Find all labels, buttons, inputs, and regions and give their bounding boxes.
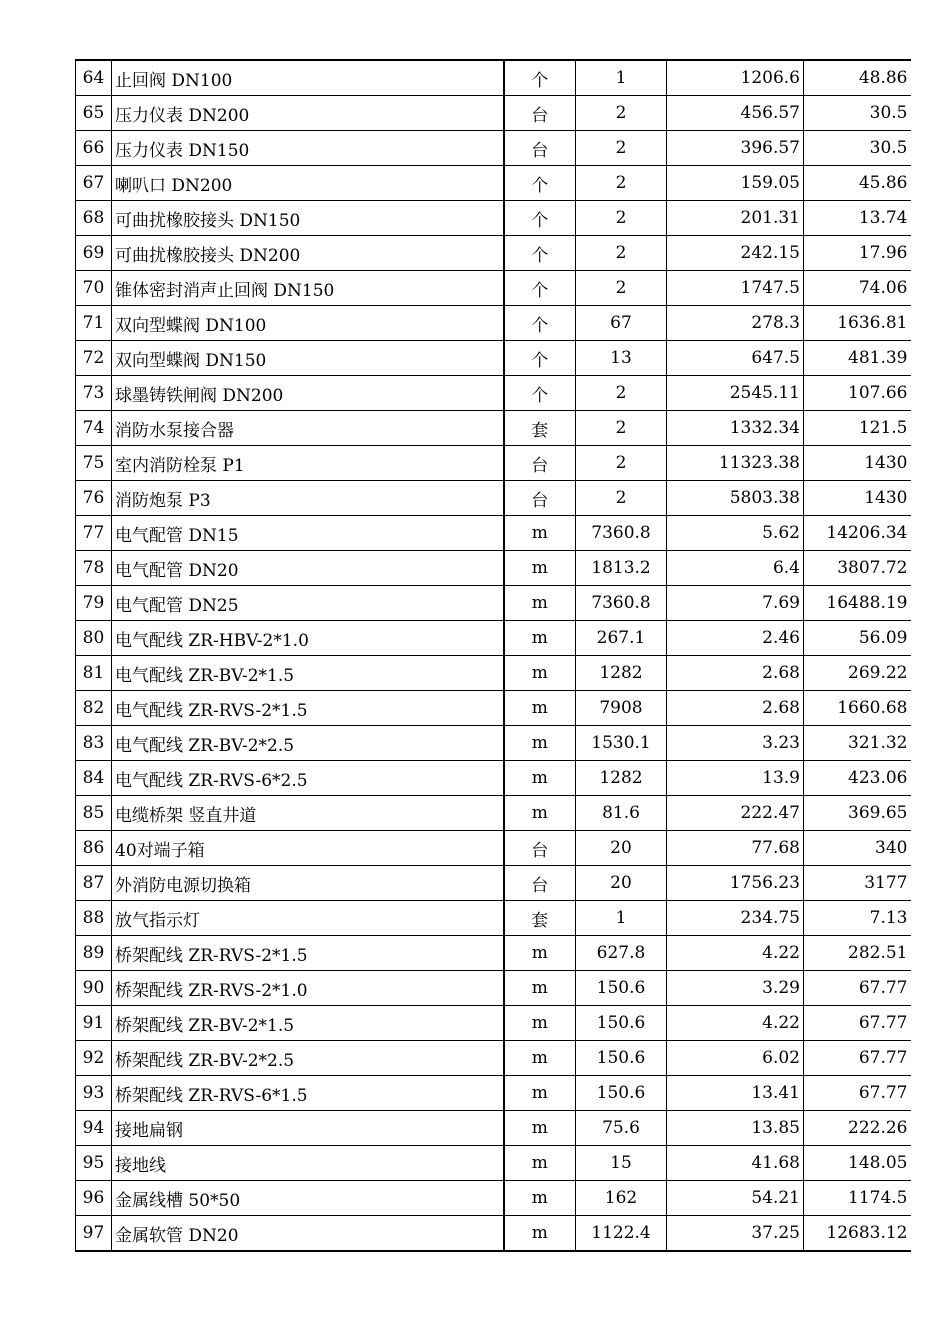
table-row	[76, 60, 911, 96]
quantity-cell: 13	[576, 341, 667, 376]
table-row	[76, 236, 911, 271]
row-number-cell: 76	[76, 481, 112, 516]
amount-cell: 56.09	[804, 621, 911, 656]
unit-price-cell: 37.25	[667, 1216, 804, 1252]
amount-cell: 17.96	[804, 236, 911, 271]
row-number-cell: 97	[76, 1216, 112, 1252]
item-name-cell: 可曲扰橡胶接头 DN150	[112, 201, 504, 236]
amount-cell: 13.74	[804, 201, 911, 236]
row-number-cell: 69	[76, 236, 112, 271]
quantity-cell: 2	[576, 271, 667, 306]
table-row	[76, 166, 911, 201]
row-number-cell: 82	[76, 691, 112, 726]
quantity-cell: 1122.4	[576, 1216, 667, 1252]
row-number-cell: 96	[76, 1181, 112, 1216]
amount-cell: 340	[804, 831, 911, 866]
amount-cell: 67.77	[804, 1076, 911, 1111]
unit-price-cell: 222.47	[667, 796, 804, 831]
row-number-cell: 79	[76, 586, 112, 621]
row-number-cell: 64	[76, 60, 112, 96]
table-row	[76, 271, 911, 306]
quantity-cell: 2	[576, 411, 667, 446]
amount-cell: 16488.19	[804, 586, 911, 621]
row-number-cell: 88	[76, 901, 112, 936]
row-number-cell: 74	[76, 411, 112, 446]
table-row	[76, 726, 911, 761]
amount-cell: 1430	[804, 446, 911, 481]
unit-price-cell: 2.46	[667, 621, 804, 656]
table-row	[76, 1111, 911, 1146]
item-name-cell: 室内消防栓泵 P1	[112, 446, 504, 481]
table-row	[76, 936, 911, 971]
item-name-cell: 外消防电源切换箱	[112, 866, 504, 901]
table-row	[76, 481, 911, 516]
item-name-cell: 桥架配线 ZR-BV-2*1.5	[112, 1006, 504, 1041]
unit-price-cell: 3.23	[667, 726, 804, 761]
unit-cell: m	[504, 1076, 576, 1111]
amount-cell: 30.5	[804, 96, 911, 131]
item-name-cell: 电气配管 DN25	[112, 586, 504, 621]
unit-price-cell: 6.4	[667, 551, 804, 586]
row-number-cell: 83	[76, 726, 112, 761]
row-number-cell: 89	[76, 936, 112, 971]
table-row	[76, 446, 911, 481]
row-number-cell: 93	[76, 1076, 112, 1111]
amount-cell: 282.51	[804, 936, 911, 971]
table-row	[76, 1181, 911, 1216]
table-row	[76, 516, 911, 551]
unit-price-cell: 1747.5	[667, 271, 804, 306]
unit-cell: 个	[504, 271, 576, 306]
quantity-cell: 1282	[576, 761, 667, 796]
unit-cell: m	[504, 1111, 576, 1146]
row-number-cell: 78	[76, 551, 112, 586]
unit-cell: m	[504, 761, 576, 796]
table-row	[76, 376, 911, 411]
quantity-cell: 627.8	[576, 936, 667, 971]
quantity-cell: 20	[576, 866, 667, 901]
row-number-cell: 75	[76, 446, 112, 481]
unit-price-cell: 11323.38	[667, 446, 804, 481]
unit-price-cell: 278.3	[667, 306, 804, 341]
unit-cell: m	[504, 1181, 576, 1216]
item-name-cell: 接地线	[112, 1146, 504, 1181]
unit-price-cell: 2545.11	[667, 376, 804, 411]
unit-cell: m	[504, 586, 576, 621]
unit-cell: 个	[504, 236, 576, 271]
quantity-cell: 1	[576, 901, 667, 936]
unit-price-cell: 456.57	[667, 96, 804, 131]
item-name-cell: 电气配线 ZR-RVS-2*1.5	[112, 691, 504, 726]
row-number-cell: 84	[76, 761, 112, 796]
table-row	[76, 201, 911, 236]
amount-cell: 269.22	[804, 656, 911, 691]
unit-price-cell: 2.68	[667, 656, 804, 691]
quantity-cell: 150.6	[576, 1041, 667, 1076]
quantity-cell: 2	[576, 446, 667, 481]
item-name-cell: 电气配线 ZR-HBV-2*1.0	[112, 621, 504, 656]
unit-cell: 台	[504, 831, 576, 866]
row-number-cell: 91	[76, 1006, 112, 1041]
amount-cell: 67.77	[804, 971, 911, 1006]
unit-price-cell: 4.22	[667, 1006, 804, 1041]
item-name-cell: 电气配线 ZR-RVS-6*2.5	[112, 761, 504, 796]
amount-cell: 3807.72	[804, 551, 911, 586]
quantity-cell: 1282	[576, 656, 667, 691]
item-name-cell: 双向型蝶阀 DN150	[112, 341, 504, 376]
table-row	[76, 901, 911, 936]
item-name-cell: 40对端子箱	[112, 831, 504, 866]
quantity-cell: 2	[576, 166, 667, 201]
unit-cell: 套	[504, 901, 576, 936]
table-row	[76, 96, 911, 131]
item-name-cell: 电气配线 ZR-BV-2*2.5	[112, 726, 504, 761]
quantity-cell: 2	[576, 236, 667, 271]
quantity-cell: 20	[576, 831, 667, 866]
amount-cell: 423.06	[804, 761, 911, 796]
quantity-cell: 81.6	[576, 796, 667, 831]
row-number-cell: 80	[76, 621, 112, 656]
table-row	[76, 656, 911, 691]
quantity-cell: 2	[576, 376, 667, 411]
amount-cell: 148.05	[804, 1146, 911, 1181]
amount-cell: 3177	[804, 866, 911, 901]
table-row	[76, 1041, 911, 1076]
item-name-cell: 球墨铸铁闸阀 DN200	[112, 376, 504, 411]
unit-cell: 个	[504, 306, 576, 341]
unit-cell: m	[504, 1006, 576, 1041]
unit-cell: 个	[504, 166, 576, 201]
unit-cell: m	[504, 551, 576, 586]
amount-cell: 481.39	[804, 341, 911, 376]
table-row	[76, 971, 911, 1006]
item-name-cell: 桥架配线 ZR-RVS-6*1.5	[112, 1076, 504, 1111]
table-row	[76, 551, 911, 586]
amount-cell: 107.66	[804, 376, 911, 411]
unit-cell: 台	[504, 446, 576, 481]
amount-cell: 1430	[804, 481, 911, 516]
amount-cell: 7.13	[804, 901, 911, 936]
row-number-cell: 86	[76, 831, 112, 866]
unit-cell: m	[504, 656, 576, 691]
quantity-cell: 2	[576, 481, 667, 516]
unit-price-cell: 647.5	[667, 341, 804, 376]
item-name-cell: 消防炮泵 P3	[112, 481, 504, 516]
item-name-cell: 消防水泵接合器	[112, 411, 504, 446]
row-number-cell: 73	[76, 376, 112, 411]
row-number-cell: 70	[76, 271, 112, 306]
table-row	[76, 796, 911, 831]
unit-price-cell: 3.29	[667, 971, 804, 1006]
row-number-cell: 67	[76, 166, 112, 201]
table-row	[76, 761, 911, 796]
unit-price-cell: 77.68	[667, 831, 804, 866]
item-name-cell: 电气配管 DN15	[112, 516, 504, 551]
quantity-cell: 267.1	[576, 621, 667, 656]
amount-cell: 1636.81	[804, 306, 911, 341]
unit-price-cell: 396.57	[667, 131, 804, 166]
quantity-cell: 2	[576, 131, 667, 166]
quantity-cell: 150.6	[576, 1076, 667, 1111]
item-name-cell: 双向型蝶阀 DN100	[112, 306, 504, 341]
unit-cell: 个	[504, 341, 576, 376]
quantity-cell: 150.6	[576, 1006, 667, 1041]
unit-price-cell: 2.68	[667, 691, 804, 726]
unit-cell: m	[504, 796, 576, 831]
item-name-cell: 桥架配线 ZR-BV-2*2.5	[112, 1041, 504, 1076]
quantity-cell: 1	[576, 60, 667, 96]
unit-price-cell: 201.31	[667, 201, 804, 236]
amount-cell: 30.5	[804, 131, 911, 166]
unit-cell: m	[504, 1216, 576, 1252]
unit-cell: 台	[504, 131, 576, 166]
row-number-cell: 65	[76, 96, 112, 131]
table-row	[76, 831, 911, 866]
amount-cell: 45.86	[804, 166, 911, 201]
table-row	[76, 691, 911, 726]
unit-cell: m	[504, 726, 576, 761]
unit-cell: m	[504, 691, 576, 726]
unit-cell: 个	[504, 201, 576, 236]
unit-cell: 台	[504, 96, 576, 131]
amount-cell: 222.26	[804, 1111, 911, 1146]
item-name-cell: 压力仪表 DN150	[112, 131, 504, 166]
quantity-cell: 7360.8	[576, 586, 667, 621]
amount-cell: 321.32	[804, 726, 911, 761]
item-name-cell: 电气配管 DN20	[112, 551, 504, 586]
table-row	[76, 1216, 911, 1252]
unit-cell: 个	[504, 376, 576, 411]
amount-cell: 369.65	[804, 796, 911, 831]
row-number-cell: 90	[76, 971, 112, 1006]
unit-price-cell: 1332.34	[667, 411, 804, 446]
row-number-cell: 85	[76, 796, 112, 831]
item-name-cell: 桥架配线 ZR-RVS-2*1.0	[112, 971, 504, 1006]
table-row	[76, 1076, 911, 1111]
table-row	[76, 866, 911, 901]
unit-cell: m	[504, 621, 576, 656]
item-name-cell: 压力仪表 DN200	[112, 96, 504, 131]
row-number-cell: 66	[76, 131, 112, 166]
row-number-cell: 71	[76, 306, 112, 341]
quantity-cell: 7908	[576, 691, 667, 726]
table-row	[76, 621, 911, 656]
quantity-cell: 15	[576, 1146, 667, 1181]
unit-price-cell: 159.05	[667, 166, 804, 201]
unit-cell: 个	[504, 60, 576, 96]
unit-cell: 台	[504, 866, 576, 901]
item-name-cell: 金属软管 DN20	[112, 1216, 504, 1252]
row-number-cell: 87	[76, 866, 112, 901]
unit-price-cell: 13.9	[667, 761, 804, 796]
quantity-cell: 7360.8	[576, 516, 667, 551]
amount-cell: 12683.12	[804, 1216, 911, 1252]
item-name-cell: 电缆桥架 竖直井道	[112, 796, 504, 831]
unit-cell: m	[504, 971, 576, 1006]
row-number-cell: 94	[76, 1111, 112, 1146]
item-name-cell: 接地扁钢	[112, 1111, 504, 1146]
row-number-cell: 77	[76, 516, 112, 551]
unit-price-cell: 13.85	[667, 1111, 804, 1146]
unit-cell: 套	[504, 411, 576, 446]
unit-cell: m	[504, 936, 576, 971]
unit-price-cell: 4.22	[667, 936, 804, 971]
row-number-cell: 68	[76, 201, 112, 236]
quantity-cell: 67	[576, 306, 667, 341]
item-name-cell: 桥架配线 ZR-RVS-2*1.5	[112, 936, 504, 971]
amount-cell: 121.5	[804, 411, 911, 446]
quantity-cell: 1813.2	[576, 551, 667, 586]
item-name-cell: 放气指示灯	[112, 901, 504, 936]
item-name-cell: 锥体密封消声止回阀 DN150	[112, 271, 504, 306]
amount-cell: 67.77	[804, 1006, 911, 1041]
item-name-cell: 金属线槽 50*50	[112, 1181, 504, 1216]
materials-table	[75, 59, 911, 1252]
unit-cell: m	[504, 516, 576, 551]
unit-price-cell: 234.75	[667, 901, 804, 936]
table-row	[76, 131, 911, 166]
row-number-cell: 81	[76, 656, 112, 691]
quantity-cell: 162	[576, 1181, 667, 1216]
amount-cell: 1660.68	[804, 691, 911, 726]
table-row	[76, 306, 911, 341]
amount-cell: 1174.5	[804, 1181, 911, 1216]
unit-cell: m	[504, 1146, 576, 1181]
unit-price-cell: 242.15	[667, 236, 804, 271]
row-number-cell: 72	[76, 341, 112, 376]
row-number-cell: 95	[76, 1146, 112, 1181]
table-row	[76, 341, 911, 376]
item-name-cell: 喇叭口 DN200	[112, 166, 504, 201]
amount-cell: 14206.34	[804, 516, 911, 551]
amount-cell: 67.77	[804, 1041, 911, 1076]
item-name-cell: 可曲扰橡胶接头 DN200	[112, 236, 504, 271]
quantity-cell: 150.6	[576, 971, 667, 1006]
item-name-cell: 止回阀 DN100	[112, 60, 504, 96]
table-row	[76, 1146, 911, 1181]
unit-price-cell: 1206.6	[667, 60, 804, 96]
unit-price-cell: 6.02	[667, 1041, 804, 1076]
unit-cell: 台	[504, 481, 576, 516]
amount-cell: 48.86	[804, 60, 911, 96]
quantity-cell: 75.6	[576, 1111, 667, 1146]
table-row	[76, 1006, 911, 1041]
table-row	[76, 411, 911, 446]
unit-cell: m	[504, 1041, 576, 1076]
quantity-cell: 1530.1	[576, 726, 667, 761]
unit-price-cell: 5.62	[667, 516, 804, 551]
unit-price-cell: 41.68	[667, 1146, 804, 1181]
quantity-cell: 2	[576, 201, 667, 236]
quantity-cell: 2	[576, 96, 667, 131]
unit-price-cell: 54.21	[667, 1181, 804, 1216]
materials-table-body	[76, 60, 911, 1251]
item-name-cell: 电气配线 ZR-BV-2*1.5	[112, 656, 504, 691]
row-number-cell: 92	[76, 1041, 112, 1076]
unit-price-cell: 7.69	[667, 586, 804, 621]
amount-cell: 74.06	[804, 271, 911, 306]
unit-price-cell: 13.41	[667, 1076, 804, 1111]
table-row	[76, 586, 911, 621]
unit-price-cell: 1756.23	[667, 866, 804, 901]
unit-price-cell: 5803.38	[667, 481, 804, 516]
